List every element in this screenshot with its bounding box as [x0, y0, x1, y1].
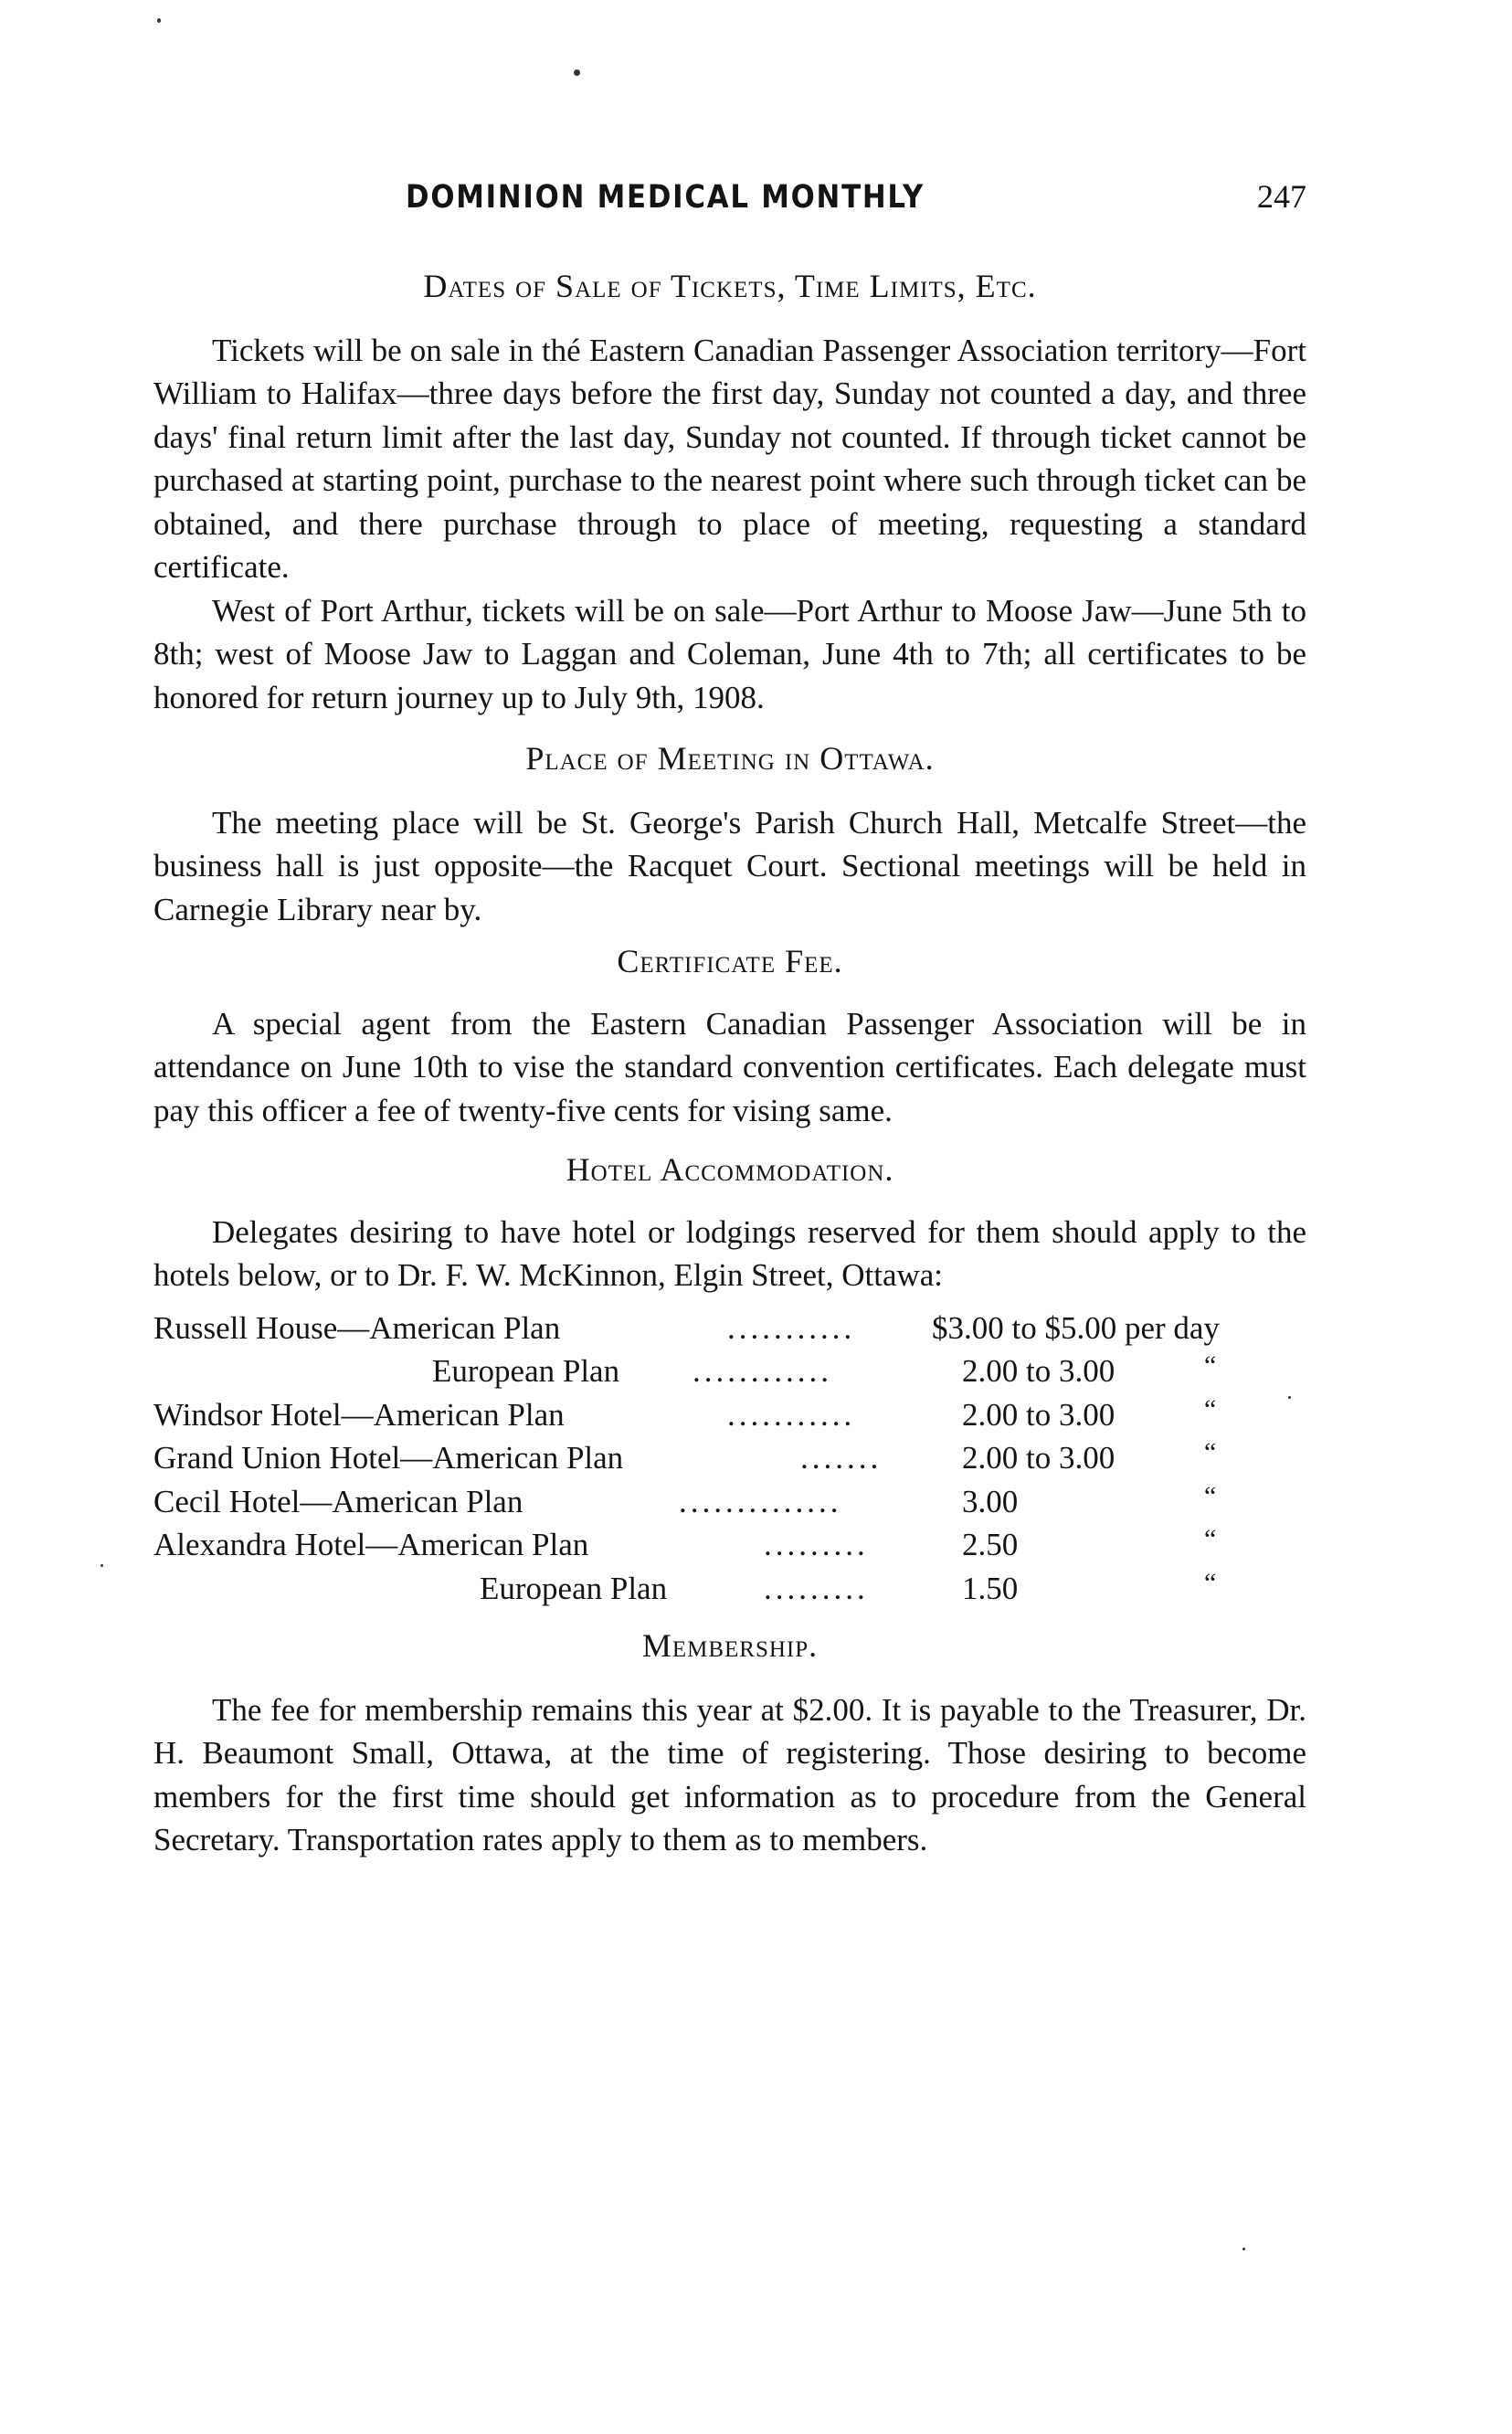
- heading-place-of-meeting: Place of Meeting in Ottawa.: [525, 740, 935, 777]
- page-number: 247: [1257, 178, 1306, 215]
- leader-dots: .......: [800, 1440, 883, 1476]
- hotel-row-label: European Plan: [432, 1353, 620, 1389]
- ditto-mark: “: [1204, 1350, 1217, 1381]
- running-head: [153, 179, 1306, 225]
- body-text: [153, 265, 1306, 1862]
- ditto-mark: “: [1204, 1437, 1217, 1467]
- ditto-mark: “: [1204, 1567, 1217, 1598]
- paragraph-membership: The fee for membership remains this year at $2.00. It is payable to the Treasurer, Dr. H. Beaumont Small, Ottawa, at the time of registering. Those desiring to become members for the first time should get information as to procedure from the General Secretary. Transportation rates apply to them as to members.: [153, 1691, 1306, 1857]
- heading-dates-of-sale: Dates of Sale of Tickets, Time Limits, Etc.: [423, 268, 1037, 304]
- paragraph-hotel-accommodation: Delegates desiring to have hotel or lodgings reserved for them should apply to the hotels below, or to Dr. F. W. McKinnon, Elgin Street, Ottawa:: [153, 1213, 1306, 1293]
- leader-dots: ...........: [727, 1309, 856, 1346]
- leader-dots: ..............: [679, 1483, 842, 1519]
- ditto-mark: “: [1204, 1480, 1217, 1511]
- paragraph-certificate-fee: A special agent from the Eastern Canadian Passenger Association will be in attendance on June 10th to vise the standard convention certificates. Each delegate must pay this officer a fee of twenty-five cents for vising same.: [153, 1005, 1306, 1128]
- hotel-row: [153, 1349, 1306, 1393]
- leader-dots: ............: [693, 1353, 832, 1389]
- heading-certificate-fee: Certificate Fee.: [617, 943, 843, 979]
- hotel-row-label: Grand Union Hotel—American Plan: [153, 1440, 624, 1476]
- ditto-mark: “: [1204, 1524, 1217, 1554]
- hotel-row-rate: 2.50: [962, 1527, 1019, 1562]
- paragraph-meeting-place: The meeting place will be St. George's Parish Church Hall, Metcalfe Street—the business hall is just opposite—the Racquet Court. Sectional meetings will be held in Carnegie Library near by.: [153, 804, 1306, 927]
- heading-hotel-accommodation: Hotel Accommodation.: [566, 1151, 894, 1188]
- hotel-row: [153, 1523, 1306, 1567]
- paragraph-ticket-sale: Tickets will be on sale in thé Eastern Canadian Passenger Association territory—Fort William to Halifax—three days before the first day, Sunday not counted a day, and three days' final return limit after the last day, Sunday not counted. If through ticket cannot be purchased at starting point, purchase to the nearest point where such through ticket can be obtained, and there purchase through to place of meeting, requesting a standard certificate.: [153, 332, 1306, 585]
- hotel-row: [153, 1436, 1306, 1480]
- hotel-row-label: Windsor Hotel—American Plan: [153, 1396, 565, 1433]
- hotel-rates-table: [153, 1307, 1306, 1611]
- leader-dots: .........: [764, 1570, 869, 1606]
- hotel-row: [153, 1480, 1306, 1524]
- hotel-row: [153, 1567, 1306, 1611]
- hotel-row-label: Alexandra Hotel—American Plan: [153, 1527, 589, 1562]
- hotel-row-label: Cecil Hotel—American Plan: [153, 1483, 523, 1519]
- hotel-row-label: Russell House—American Plan: [153, 1309, 561, 1346]
- hotel-row: [153, 1307, 1306, 1350]
- heading-membership: Membership.: [641, 1627, 819, 1664]
- leader-dots: .........: [764, 1527, 869, 1562]
- paragraph-west-of-port-arthur: West of Port Arthur, tickets will be on sale—Port Arthur to Moose Jaw—June 5th to 8th; west of Moose Jaw to Laggan and Coleman, June 4th to 7th; all certificates to be honored for return journey up to July 9th, 1908.: [153, 592, 1306, 715]
- hotel-row-rate: 2.00 to 3.00: [962, 1353, 1115, 1389]
- journal-title: DOMINION MEDICAL MONTHLY: [406, 179, 925, 216]
- hotel-row: [153, 1393, 1306, 1437]
- hotel-row-label: European Plan: [480, 1570, 668, 1606]
- hotel-row-rate: 3.00: [962, 1483, 1019, 1519]
- ditto-mark: “: [1204, 1393, 1217, 1424]
- hotel-row-rate: 2.00 to 3.00: [962, 1440, 1115, 1476]
- hotel-row-rate: 1.50: [962, 1570, 1019, 1606]
- hotel-row-rate: $3.00 to $5.00 per day: [932, 1309, 1220, 1346]
- leader-dots: ...........: [727, 1396, 856, 1433]
- hotel-row-rate: 2.00 to 3.00: [962, 1396, 1115, 1433]
